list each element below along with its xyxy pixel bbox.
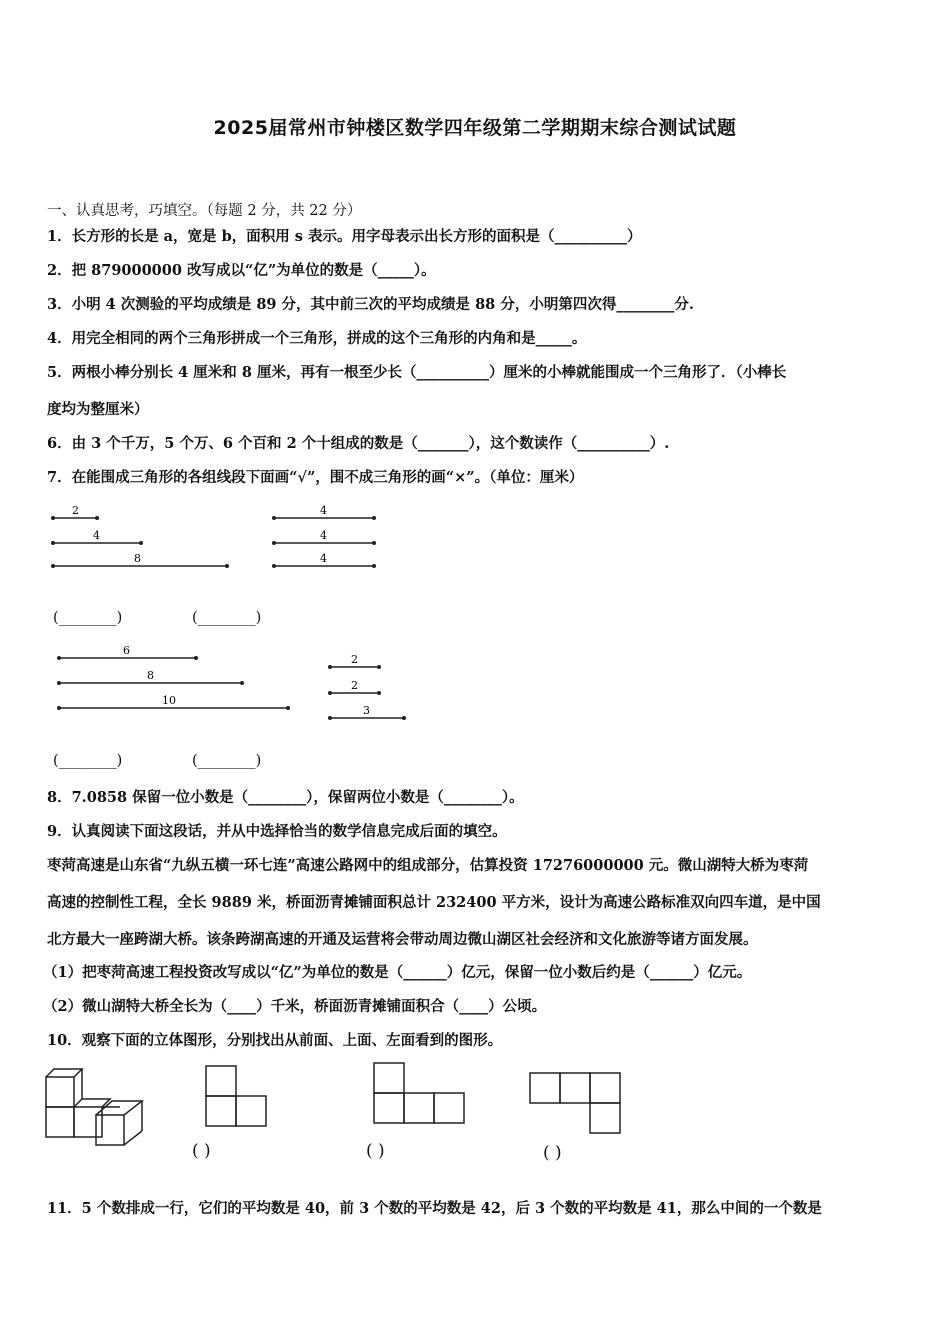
answer-blank[interactable]: ( )	[543, 1143, 562, 1163]
segment-label: 2	[351, 679, 358, 692]
answer-blank[interactable]: ( )	[192, 1141, 211, 1161]
question-9: 9．认真阅读下面这段话，并从中选择恰当的数学信息完成后面的填空。	[47, 823, 507, 840]
answer-blank[interactable]: (________)	[192, 610, 262, 626]
question-9-paragraph-1: 枣菏高速是山东省“九纵五横一环七连”高速公路网中的组成部分，估算投资 17276000000 元。微山湖特大桥为枣菏	[47, 857, 809, 874]
question-8: 8．7.0858 保留一位小数是（________），保留两位小数是（________）。	[47, 789, 524, 806]
question-5-cont: 度均为整厘米）	[47, 401, 149, 418]
question-10: 10．观察下面的立体图形，分别找出从前面、上面、左面看到的图形。	[47, 1032, 503, 1049]
question-9-sub-2: （2）微山湖特大桥全长为（____）千米，桥面沥青摊铺面积合（____）公顷。	[43, 998, 547, 1015]
segment-set-4	[322, 650, 422, 725]
page-title: 2025届常州市钟楼区数学四年级第二学期期末综合测试试题	[213, 117, 737, 139]
segment-label: 4	[320, 504, 327, 517]
question-11: 11．5 个数排成一行，它们的平均数是 40，前 3 个数的平均数是 42，后 3 个数的平均数是 41，那么中间的一个数是	[47, 1200, 822, 1217]
segment-label: 6	[123, 644, 130, 657]
segment-set-2	[268, 500, 388, 575]
cube-stack-figure	[40, 1063, 155, 1155]
question-6: 6．由 3 个千万，5 个万、6 个百和 2 个十组成的数是（_______），这个数读作（__________）.	[47, 435, 670, 452]
segment-set-3	[50, 640, 300, 718]
question-7: 7．在能围成三角形的各组线段下面画“√”，围不成三角形的画“×”。（单位：厘米）	[47, 469, 584, 486]
segment-label: 4	[320, 552, 327, 565]
segment-label: 10	[162, 694, 176, 707]
view-figure-c	[527, 1070, 623, 1135]
segment-set-1	[45, 500, 245, 575]
question-9-paragraph-3: 北方最大一座跨湖大桥。该条跨湖高速的开通及运营将会带动周边微山湖区社会经济和文化旅游等诸方面发展。	[47, 931, 758, 948]
segment-label: 8	[147, 669, 154, 682]
question-3: 3．小明 4 次测验的平均成绩是 89 分，其中前三次的平均成绩是 88 分，小明第四次得________分.	[47, 296, 694, 313]
segment-label: 3	[363, 704, 370, 717]
answer-blank[interactable]: (________)	[53, 753, 123, 769]
answer-blank[interactable]: ( )	[366, 1141, 385, 1161]
segment-label: 4	[93, 529, 100, 542]
view-figure-b	[371, 1060, 467, 1125]
section-heading: 一、认真思考，巧填空。（每题 2 分，共 22 分）	[47, 203, 362, 219]
segment-label: 2	[72, 504, 79, 517]
view-figure-a	[203, 1063, 273, 1128]
question-9-sub-1: （1）把枣菏高速工程投资改写成以“亿”为单位的数是（______）亿元，保留一位小数后约是（______）亿元。	[43, 964, 752, 981]
question-2: 2．把 879000000 改写成以“亿”为单位的数是（_____）。	[47, 262, 436, 279]
segment-label: 8	[134, 552, 141, 565]
question-1: 1．长方形的长是 a，宽是 b，面积用 s 表示。用字母表示出长方形的面积是（__________）	[47, 228, 642, 245]
question-4: 4．用完全相同的两个三角形拼成一个三角形，拼成的这个三角形的内角和是_____。	[47, 330, 587, 347]
answer-blank[interactable]: (________)	[53, 610, 123, 626]
answer-blank[interactable]: (________)	[192, 753, 262, 769]
segment-label: 2	[351, 653, 358, 666]
question-9-paragraph-2: 高速的控制性工程，全长 9889 米，桥面沥青摊铺面积总计 232400 平方米，设计为高速公路标准双向四车道，是中国	[47, 894, 821, 911]
segment-label: 4	[320, 529, 327, 542]
question-5: 5．两根小棒分别长 4 厘米和 8 厘米，再有一根至少长（__________）厘米的小棒就能围成一个三角形了．（小棒长	[47, 364, 787, 381]
